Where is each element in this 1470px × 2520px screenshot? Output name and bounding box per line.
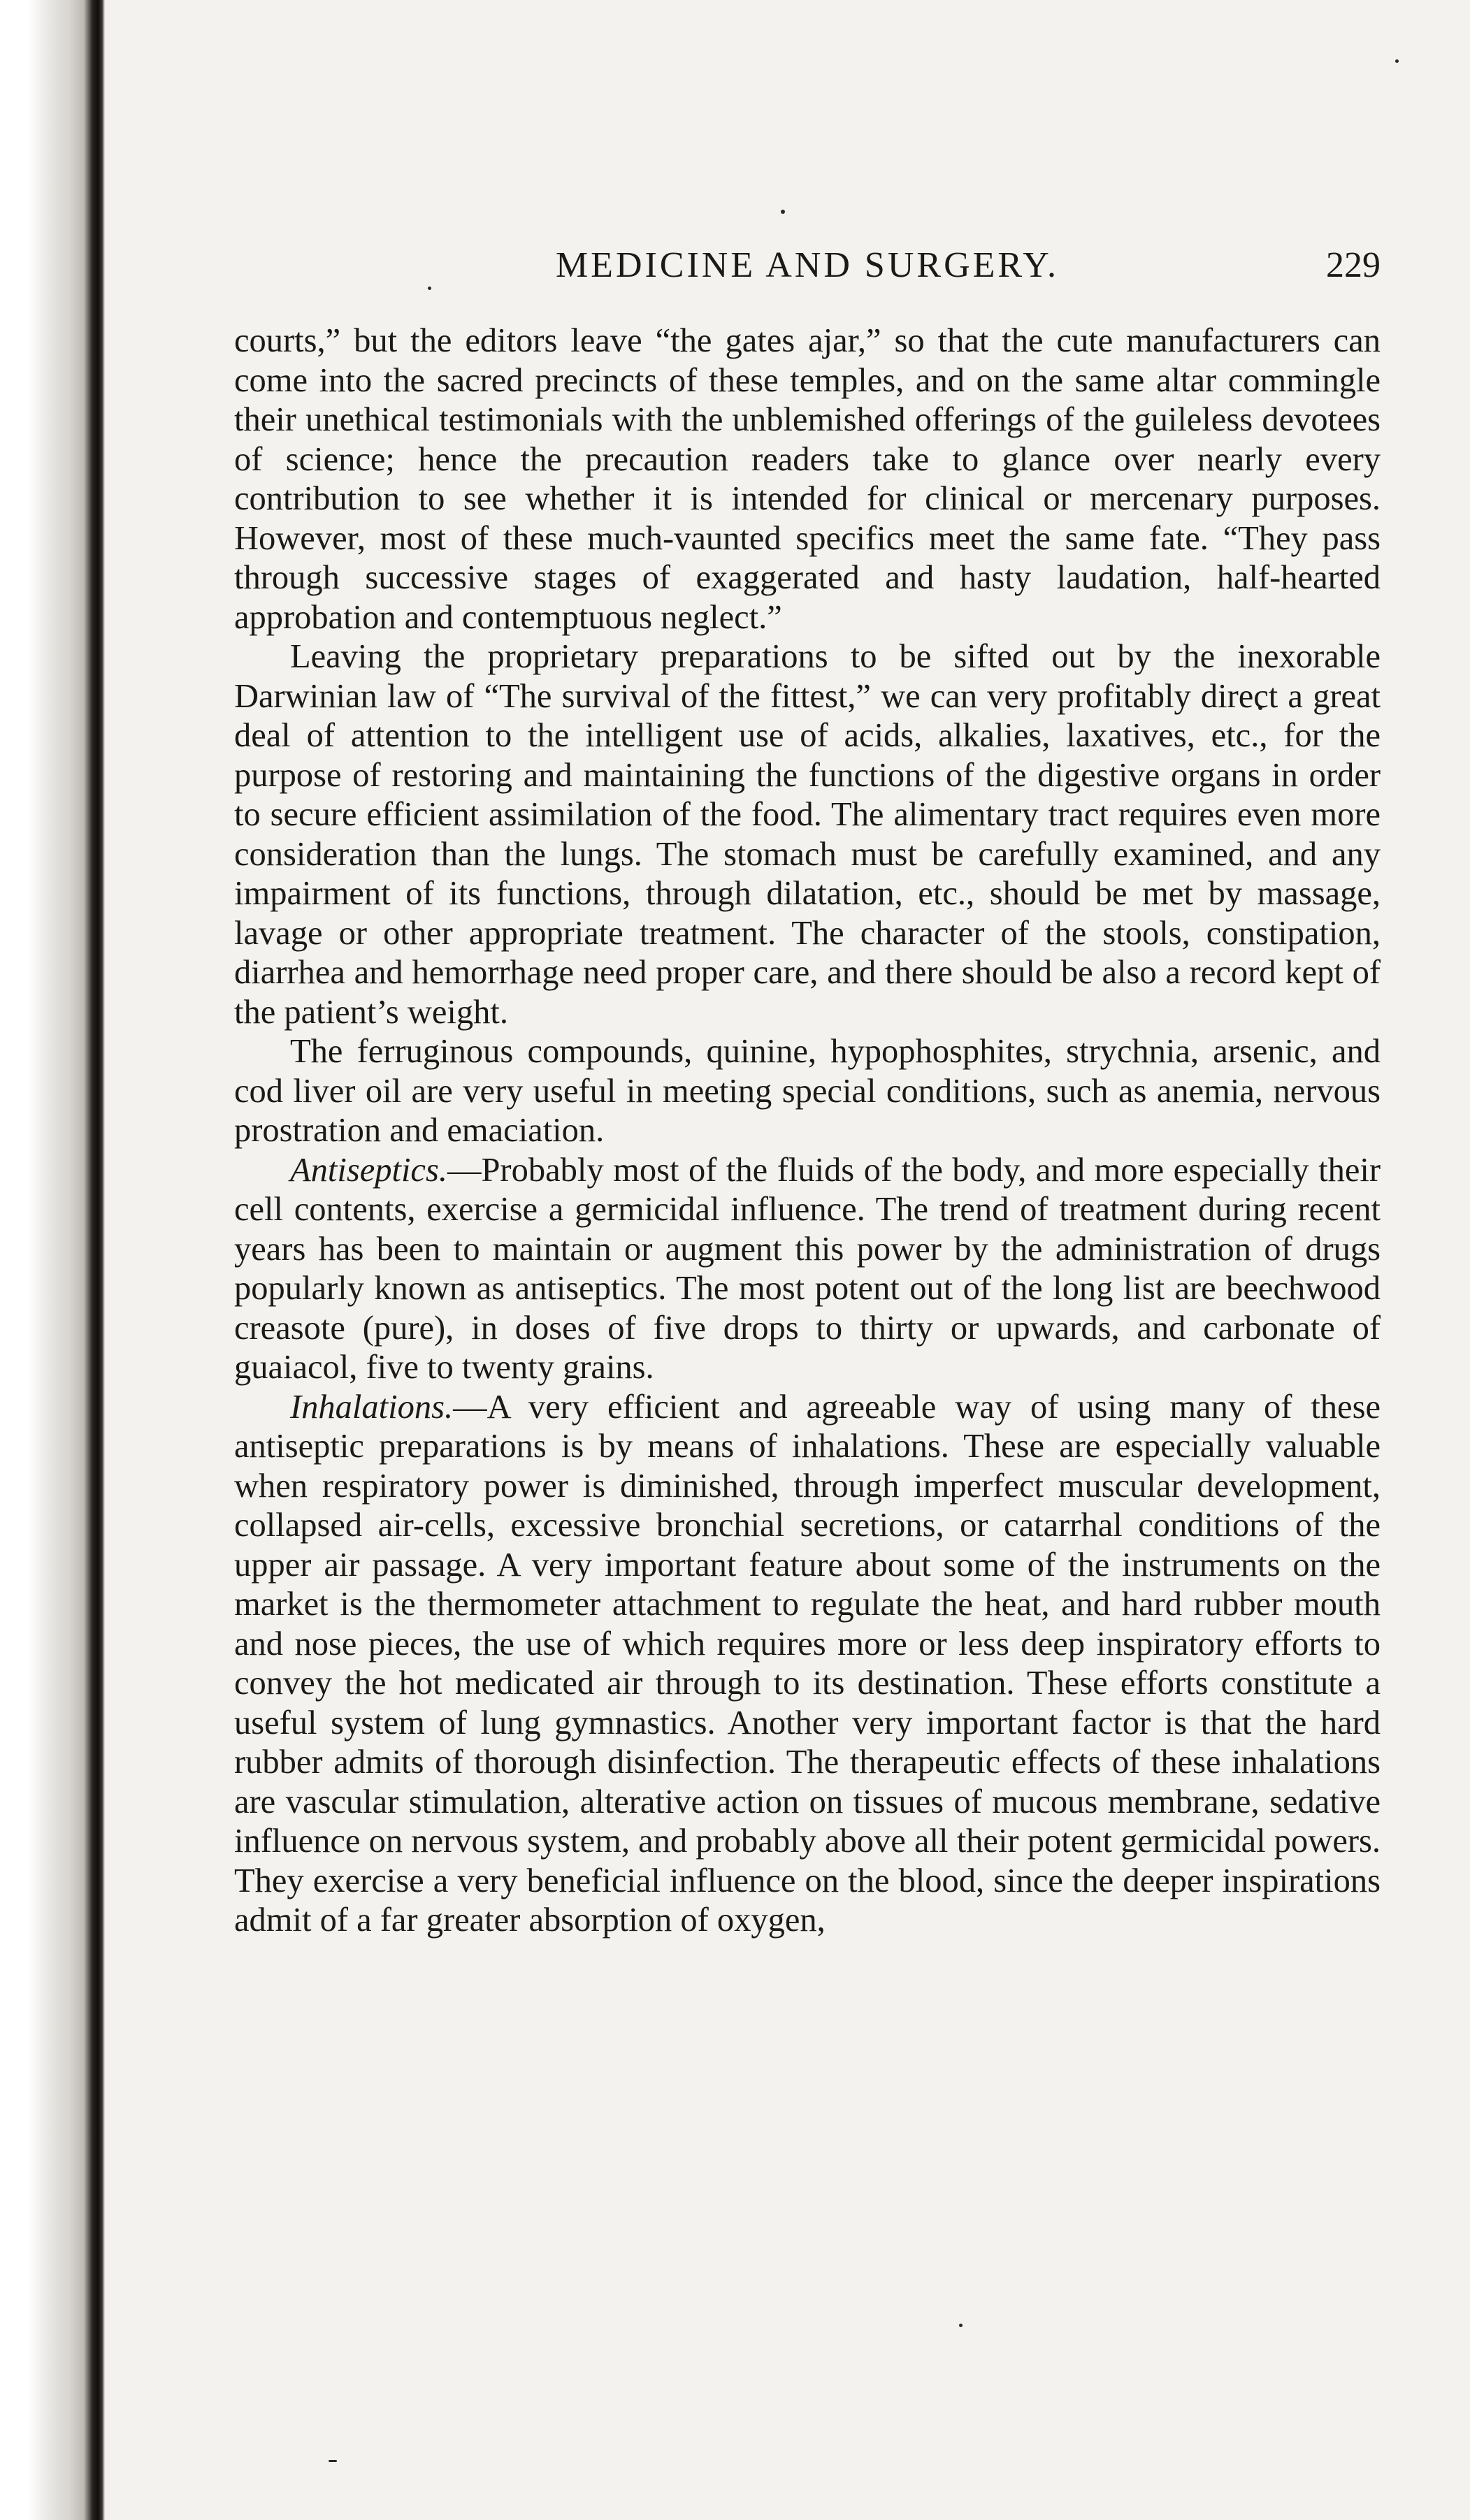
- paragraph-3: [234, 1032, 1381, 1151]
- paragraph-text: Leaving the proprietary preparations to be sifted out by the inexorable Darwinian law of “The survival of the fittest,” we can very profitably direct a great deal of attention to the intelligent use of acids, alkalies, laxatives, etc., for the purpose of restoring and maintaining the functions of the digestive organs in order to secure efficient assimilation of the food. The alimentary tract requires even more consideration than the lungs. The stomach must be carefully examined, and any impairment of its functions, through dilatation, etc., should be met by massage, lavage or other appropriate treatment. The character of the stools, constipation, diarrhea and hemorrhage need proper care, and there should be also a record kept of the patient’s weight.: [234, 638, 1381, 1031]
- print-speck: [1395, 59, 1399, 63]
- paragraph-text: —Probably most of the fluids of the body, and more especially their cell contents, exercise a germicidal influence. The trend of treatment during recent years has been to maintain or augment this power by the administration of drugs popularly known as antiseptics. The most potent out of the long list are beechwood creasote (pure), in doses of five drops to thirty or upwards, and carbonate of guaiacol, five to twenty grains.: [234, 1151, 1381, 1386]
- running-title: MEDICINE AND SURGERY.: [555, 245, 1060, 285]
- paragraph-text: courts,” but the editors leave “the gates ajar,” so that the cute manufacturers can come into the sacred precincts of these temples, and on the same altar commingle their unethical testimonials with the unblemished offerings of the guileless devotees of science; hence the precaution readers take to glance over nearly every contribution to see whether it is intended for clinical or mercenary purposes. However, most of these much-vaunted specifics meet the same fate. “They pass through successive stages of exaggerated and hasty laudation, half-hearted approbation and contemptuous neglect.”: [234, 322, 1381, 636]
- running-head: [234, 238, 1381, 300]
- section-heading-inhalations: Inhalations.: [290, 1388, 454, 1426]
- paragraph-2: [234, 637, 1381, 1032]
- paragraph-inhalations: [234, 1388, 1381, 1941]
- book-page: [234, 0, 1381, 2520]
- paragraph-antiseptics: [234, 1151, 1381, 1388]
- paragraph-text: The ferruginous compounds, quinine, hypophosphites, strychnia, arsenic, and cod liver oil are very useful in meeting special conditions, such as anemia, nervous prostration and emaciation.: [234, 1033, 1381, 1149]
- paragraph-text: —A very efficient and agreeable way of using many of these antiseptic preparations is by means of inhalations. These are especially valuable when respiratory power is diminished, through imperfect muscular development, collapsed air-cells, excessive bronchial secretions, or catarrhal conditions of the upper air passage. A very important feature about some of the instruments on the market is the thermometer attachment to regulate the heat, and hard rubber mouth and nose pieces, the use of which requires more or less deep inspiratory efforts to convey the hot medicated air through to its destination. These efforts constitute a useful system of lung gymnastics. Another very important factor is that the hard rubber admits of thorough disinfection. The therapeutic effects of these inhalations are vascular stimulation, alterative action on tissues of mucous membrane, sedative influence on nervous system, and probably above all their potent germicidal powers. They exercise a very beneficial influence on the blood, since the deeper inspirations admit of a far greater absorption of oxygen,: [234, 1388, 1381, 1939]
- section-heading-antiseptics: Antiseptics.: [290, 1151, 447, 1189]
- body-text: [234, 321, 1381, 1941]
- page-number: 229: [1326, 245, 1381, 285]
- paragraph-1: [234, 321, 1381, 637]
- book-binding-edge: [0, 0, 105, 2520]
